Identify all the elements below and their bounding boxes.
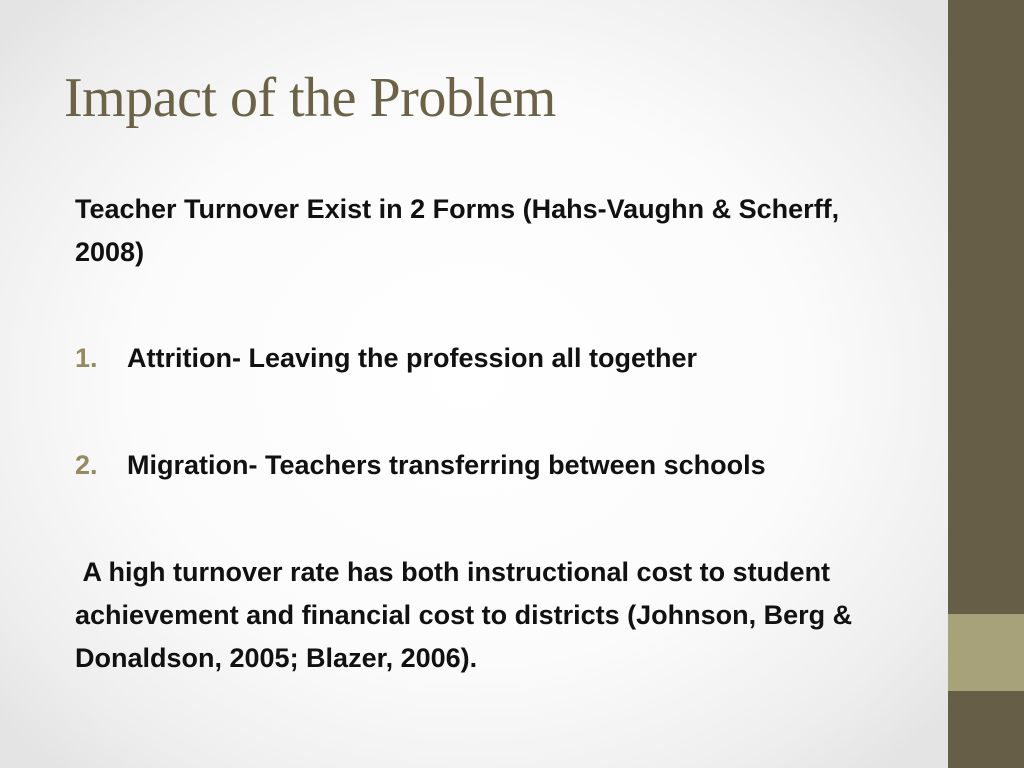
list-number: 2. [75, 450, 98, 480]
intro-text: Teacher Turnover Exist in 2 Forms (Hahs-Vaughn & Scherff, 2008) [75, 194, 840, 267]
list-number: 1. [75, 343, 98, 373]
band-accent [948, 614, 1024, 691]
decorative-side-band [948, 0, 1024, 768]
list-item-text: Migration- Teachers transferring between schools [127, 450, 766, 480]
list-item [75, 444, 925, 487]
band-upper [948, 0, 1024, 614]
closing-text: A high turnover rate has both instructional cost to student achievement and financial cost to districts (Johnson, Berg & Donaldson, 2005; Blazer, 2006). [75, 557, 860, 673]
list-item-text: Attrition- Leaving the profession all together [127, 343, 698, 373]
list-item [75, 337, 925, 380]
slide-title: Impact of the Problem [64, 67, 556, 129]
band-lower [948, 691, 1024, 768]
